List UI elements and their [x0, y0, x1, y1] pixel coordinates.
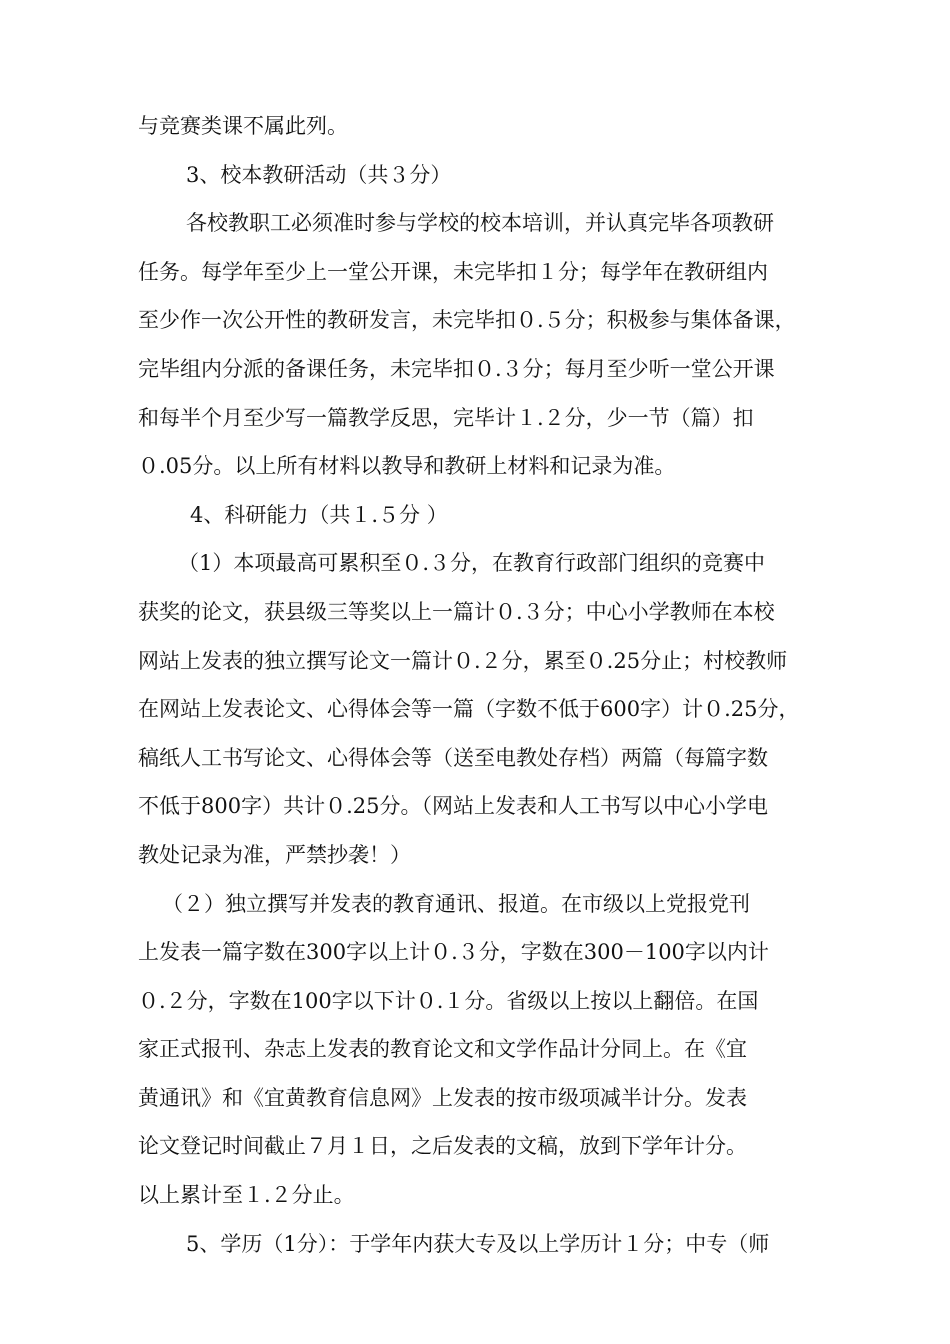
text-line-7: 和每半个月至少写一篇教学反思，完毕计１.２分，少一节（篇）扣 — [138, 405, 754, 430]
text-line-3: 各校教职工必须准时参与学校的校本培训，并认真完毕各项教研 — [186, 211, 774, 236]
text-line-6: 完毕组内分派的备课任务，未完毕扣０.３分；每月至少听一堂公开课 — [138, 356, 775, 381]
text-line-12: 网站上发表的独立撰写论文一篇计０.２分，累至０.25分止；村校教师 — [138, 648, 788, 673]
text-line-1: 与竞赛类课不属此列。 — [138, 114, 348, 138]
section-heading-5: 5、学历（1分）：于学年内获大专及以上学历计１分；中专（师 — [186, 1231, 770, 1256]
text-line-15: 不低于800字）共计０.25分。（网站上发表和人工书写以中心小学电 — [138, 794, 768, 819]
document-body — [138, 102, 838, 1268]
text-line-23: 以上累计至１.２分止。 — [138, 1183, 355, 1208]
text-line-22: 论文登记时间截止７月１日，之后发表的文稿，放到下学年计分。 — [138, 1134, 747, 1159]
text-line-13: 在网站上发表论文、心得体会等一篇（字数不低于600字）计０.25分， — [138, 697, 800, 722]
text-line-21: 黄通讯》和《宜黄教育信息网》上发表的按市级项减半计分。发表 — [138, 1085, 747, 1110]
text-line-5: 至少作一次公开性的教研发言，未完毕扣０.５分；积极参与集体备课， — [138, 308, 796, 333]
text-line-10: （1）本项最高可累积至０.３分，在教育行政部门组织的竞赛中 — [178, 551, 766, 576]
text-line-11: 获奖的论文，获县级三等奖以上一篇计０.３分；中心小学教师在本校 — [138, 599, 775, 624]
text-line-20: 家正式报刊、杂志上发表的教育论文和文学作品计分同上。在《宜 — [138, 1037, 747, 1062]
section-heading-4: 4、科研能力（共１.５分 ） — [190, 502, 448, 527]
text-line-4: 任务。每学年至少上一堂公开课，未完毕扣１分；每学年在教研组内 — [138, 259, 768, 284]
text-line-19: ０.２分，字数在100字以下计０.１分。省级以上按以上翻倍。在国 — [138, 988, 759, 1013]
text-line-14: 稿纸人工书写论文、心得体会等（送至电教处存档）两篇（每篇字数 — [138, 745, 768, 770]
section-heading-3: 3、校本教研活动（共３分） — [186, 162, 452, 187]
text-line-17: （２）独立撰写并发表的教育通讯、报道。在市级以上党报党刊 — [162, 891, 750, 916]
text-line-16: 教处记录为准，严禁抄袭！） — [138, 842, 411, 867]
text-line-18: 上发表一篇字数在300字以上计０.３分，字数在300－100字以内计 — [138, 940, 769, 965]
text-line-8: ０.05分。以上所有材料以教导和教研上材料和记录为准。 — [138, 454, 676, 479]
